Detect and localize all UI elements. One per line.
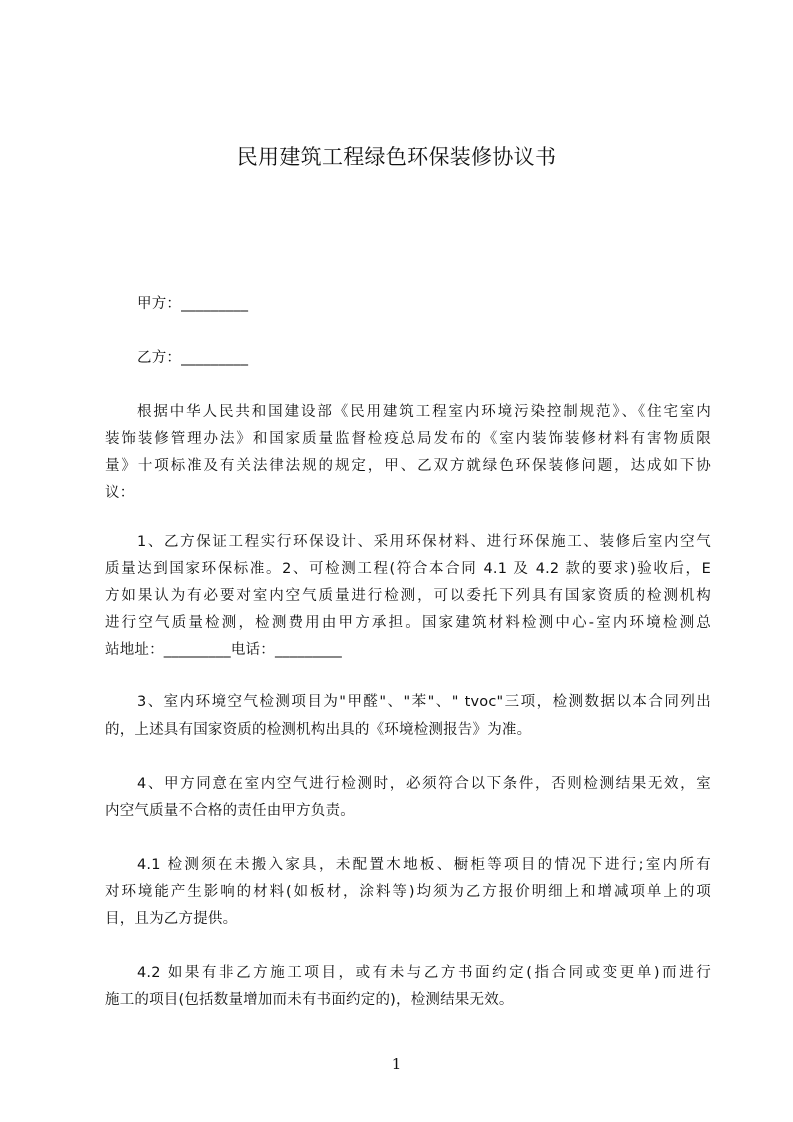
clause-4-2-line: 4.2 如果有非乙方施工项目，或有未与乙方书面约定(指合同或变更单)而进行 [137,965,711,981]
page-number: 1 [391,1055,402,1073]
clause-4-1-line: 对环境能产生影响的材料(如板材，涂料等)均须为乙方报价明细上和增减项单上的项 [105,884,711,900]
intro-line: 根据中华人民共和国建设部《民用建筑工程室内环境污染控制规范》、《住宅室内 [137,404,711,420]
intro-line: 议： [105,485,135,501]
document-title: 民用建筑工程绿色环保装修协议书 [236,145,557,169]
clause-4-line: 4、甲方同意在室内空气进行检测时，必须符合以下条件，否则检测结果无效，室 [137,776,711,792]
clause-1-line: 方如果认为有必要对室内空气质量进行检测，可以委托下列具有国家资质的检测机构 [105,588,711,604]
clause-1-line: 1、乙方保证工程实行环保设计、采用环保材料、进行环保施工、装修后室内空气 [137,534,711,550]
clause-1-line: 质量达到国家环保标准。2、可检测工程(符合本合同 4.1 及 4.2 款的要求)验收后，E [105,561,711,577]
clause-3-line: 3、室内环境空气检测项目为"甲醛"、"苯"、" tvoc"三项，检测数据以本合同列出 [137,694,711,710]
clause-4-line: 内空气质量不合格的责任由甲方负责。 [105,803,355,819]
clause-4-1-line: 目，且为乙方提供。 [105,911,238,927]
intro-line: 量》十项标准及有关法律法规的规定，甲、乙双方就绿色环保装修问题，达成如下协 [105,458,711,474]
party-b-line: 乙方：_________ [137,350,249,366]
intro-line: 装饰装修管理办法》和国家质量监督检疫总局发布的《室内装饰装修材料有害物质限 [105,431,711,447]
clause-1-line: 站地址：_________电话：_________ [105,642,342,658]
clause-4-2-line: 施工的项目(包括数量增加而未有书面约定的)，检测结果无效。 [105,992,514,1008]
clause-1-line: 进行空气质量检测，检测费用由甲方承担。国家建筑材料检测中心-室内环境检测总 [105,615,711,631]
clause-4-1-line: 4.1 检测须在未搬入家具，未配置木地板、橱柜等项目的情况下进行;室内所有 [137,857,711,873]
party-a-line: 甲方：_________ [137,296,249,312]
clause-3-line: 的，上述具有国家资质的检测机构出具的《环境检测报告》为准。 [105,722,532,738]
